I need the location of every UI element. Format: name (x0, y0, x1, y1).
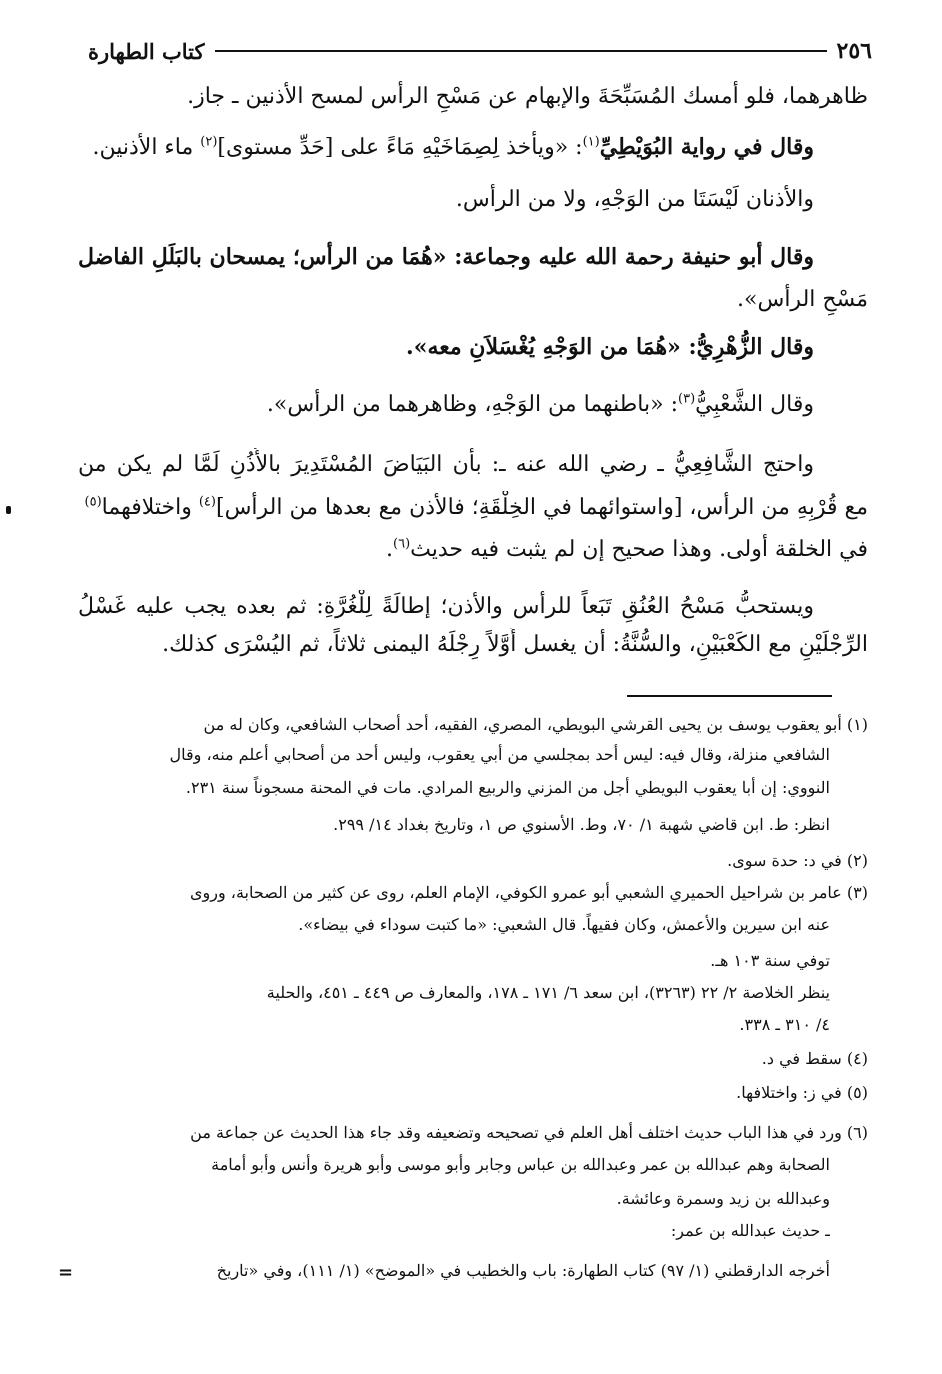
footnote-line: ينظر الخلاصة ٢/ ٢٢ (٣٢٦٣)، ابن سعد ٦/ ١٧١ ـ ١٧٨، والمعارف ص ٤٤٩ ـ ٤٥١، والحلية (266, 983, 830, 1002)
footnote-line: ٤/ ٣١٠ ـ ٣٣٨. (739, 1015, 830, 1034)
footnote-line: (٣) عامر بن شراحيل الحميري الشعبي أبو عمرو الكوفي، الإمام العلم، روى عن كثير من الصحابة، وروى (190, 883, 868, 902)
main-paragraph-line: مع قُرْبِهِ من الرأس، [واستوائهما في الخِلْقَةِ؛ فالأذن مع بعدها من الرأس]$^{(٤)}$ واختلافهما$^{(٥)}$ (84, 494, 868, 520)
main-paragraph-line: وقال الشَّعْبِيُّ$^{(٣)}$: «باطنهما من الوَجْهِ، وظاهرهما من الرأس». (266, 391, 814, 417)
continuation-mark: = (58, 1262, 74, 1283)
footnote-ref[interactable]: (٢) (200, 134, 218, 150)
footnote-line: (٤) سقط في د. (761, 1049, 868, 1068)
footnote-line: (٦) ورد في هذا الباب حديث اختلف أهل العلم في تصحيحه وتضعيفه وقد جاء هذا الحديث عن جماعة من (190, 1123, 868, 1142)
footnote-line: (٢) في د: حدة سوى. (727, 851, 868, 870)
footnote-ref[interactable]: (٤) (198, 494, 216, 510)
margin-dot (6, 506, 11, 514)
footnote-ref[interactable]: (٦) (393, 536, 411, 552)
main-paragraph-line: مَسْحِ الرأس». (737, 287, 868, 312)
footnote-line: أخرجه الدارقطني (١/ ٩٧) كتاب الطهارة: باب والخطيب في «الموضح» (١/ ١١١)، وفي «تاريخ (216, 1261, 830, 1280)
page-header (88, 34, 872, 68)
main-paragraph-line: في الخلقة أولى. وهذا صحيح إن لم يثبت فيه حديث$^{(٦)}$. (386, 536, 868, 562)
footnote-line: الصحابة وهم عبدالله بن عمر وعبدالله بن عباس وجابر وأبو موسى وأبو هريرة وأنس وأبو أمامة (211, 1155, 830, 1174)
main-paragraph-line: والأذنان لَيْسَتَا من الوَجْهِ، ولا من الرأس. (455, 187, 814, 212)
footnote-line: (٥) في ز: واختلافها. (736, 1083, 868, 1102)
footnote-line: النووي: إن أبا يعقوب البويطي أجل من المزني والربيع المرادي. مات في المحنة مسجوناً سنة ٢٣١. (185, 778, 830, 797)
footnote-line: توفي سنة ١٠٣ هـ. (710, 951, 830, 970)
footnote-ref[interactable]: (٥) (84, 494, 102, 510)
page-number: ٢٥٦ (836, 38, 872, 64)
main-paragraph-line: واحتج الشَّافِعِيُّ ـ رضي الله عنه ـ: بأن البَيَاضَ المُسْتَدِيرَ بالأُذُنِ لَمَّا لم يكن من (78, 452, 814, 477)
header-rule (215, 50, 827, 52)
main-paragraph-line: وقال أبو حنيفة رحمة الله عليه وجماعة: «هُمَا من الرأس؛ يمسحان بالبَلَلِ الفاضل (78, 244, 814, 270)
running-title: كتاب الطهارة (88, 38, 205, 64)
footnote-line: عنه ابن سيرين والأعمش، وكان فقيهاً. قال الشعبي: «ما كتبت سوداء في بيضاء». (298, 915, 830, 934)
footnote-line: انظر: ط. ابن قاضي شهبة ١/ ٧٠، وط. الأسنوي ص ١، وتاريخ بغداد ١٤/ ٢٩٩. (333, 815, 830, 834)
main-paragraph-line: ظاهرهما، فلو أمسك المُسَبِّحَةَ والإبهام عن مَسْحِ الرأس لمسح الأذنين ـ جاز. (187, 84, 868, 109)
footnote-line: (١) أبو يعقوب يوسف بن يحيى القرشي البويطي، المصري، الفقيه، أحد أصحاب الشافعي، وكان له من (203, 715, 868, 734)
footnote-line: وعبدالله بن زيد وسمرة وعائشة. (616, 1189, 830, 1208)
footnote-ref[interactable]: (١) (582, 134, 600, 150)
main-paragraph-line: وقال الزُّهْرِيُّ: «هُمَا من الوَجْهِ يُغْسَلاَنِ معه». (406, 334, 814, 360)
main-paragraph-line: وقال في رواية البُوَيْطِيِّ$^{(١)}$: «ويأخذ لِصِمَاخَيْهِ مَاءً على [حَدِّ مستوى]$^{(٢)}$ ماء الأذنين. (92, 134, 814, 160)
main-paragraph-line: الرِّجْلَيْنِ مع الكَعْبَيْنِ، والسُّنَّةُ: أن يغسل أَوَّلاً رِجْلَهُ اليمنى ثلاثاً، ثم اليُسْرَى كذلك. (162, 632, 868, 657)
footnote-ref[interactable]: (٣) (678, 391, 696, 407)
footnote-line: ـ حديث عبدالله بن عمر: (670, 1221, 830, 1240)
main-paragraph-line: ويستحبُّ مَسْحُ العُنُقِ تَبَعاً للرأس والأذن؛ إطالَةً لِلْغُرَّةِ: ثم بعده يجب عليه غَسْلُ (78, 594, 814, 619)
footnote-separator (627, 695, 832, 697)
footnote-line: الشافعي منزلة، وقال فيه: ليس أحد بمجلسي من أبي يعقوب، وليس أحد من أصحابي أعلم منه، وقال (169, 745, 830, 764)
